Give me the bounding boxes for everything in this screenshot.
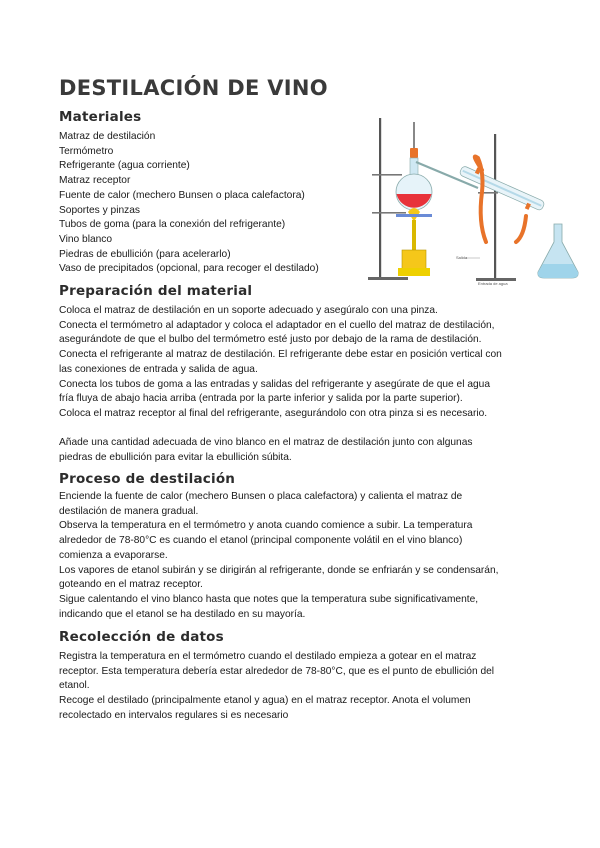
text-line: Conecta el termómetro al adaptador y coloca el adaptador en el cuello del matraz de destilación, [59,319,495,331]
text-line: Enciende la fuente de calor (mechero Bunsen o placa calefactora) y calienta el matraz de [59,491,463,502]
stand-rod-left [379,118,381,278]
text-line: etanol. [59,680,90,692]
text-line: alrededor de 78-80°C es cuando el etanol (principal componente volátil en el vino blanco) [59,535,463,547]
hose-outlet [475,157,486,243]
text-line: recolectado en intervalos regulares si es necesario [59,709,289,721]
list-item: Soportes y pinzas [59,204,140,216]
list-item: Termómetro [59,145,114,157]
text-line: receptor. Esta temperatura debería estar alrededor de 78-80°C, que es el punto de ebullición del [59,665,495,677]
materials-list [59,130,319,277]
stand-rod-right [494,134,496,280]
preparacion-extra-paragraph [59,436,472,465]
list-item: Fuente de calor (mechero Bunsen o placa calefactora) [59,189,305,201]
text-line: Observa la temperatura en el termómetro y anota cuando comience a subir. La temperatura [59,520,473,532]
text-line: Coloca el matraz de destilación en un soporte adecuado y asegúralo con una pinza. [59,305,438,316]
text-line: Coloca el matraz receptor al final del refrigerante, asegurándolo con otra pinza si es necesario. [59,407,488,419]
text-line: Sigue calentando el vino blanco hasta que notes que la temperatura sube significativamente, [59,593,479,605]
text-line: comienza a evaporarse. [59,549,168,561]
list-item: Piedras de ebullición (para acelerarlo) [59,248,231,260]
text-line: indicando que el etanol se ha destilado en su mayoría. [59,608,306,620]
text-line: Registra la temperatura en el termómetro cuando el destilado empieza a gotear en el matraz [59,651,477,662]
list-item: Vaso de precipitados (opcional, para recoger el destilado) [59,263,319,275]
text-line: asegurándote de que el bulbo del termómetro esté justo por debajo de la rama de destilación. [59,334,482,346]
stand-base-left [368,277,408,280]
distillation-apparatus-illustration [358,112,586,292]
label-inlet: Entrada de agua [478,281,508,286]
preparacion-paragraph [59,304,502,422]
proceso-paragraph [59,490,498,622]
label-outlet: Salida [456,255,468,260]
condenser [457,162,547,215]
hose-inlet [516,216,526,242]
page-title: DESTILACIÓN DE VINO [59,76,328,100]
text-line: Conecta el refrigerante al matraz de destilación. El refrigerante debe estar en posición vertical con [59,349,502,361]
text-line: Recoge el destilado (principalmente etanol y agua) en el matraz receptor. Anota el volumen [59,695,471,707]
text-line: goteando en el matraz receptor. [59,579,203,591]
heading-recoleccion: Recolección de datos [59,629,224,645]
text-line: Conecta los tubos de goma a las entradas y salidas del refrigerante y asegúrate de que el agua [59,378,490,390]
text-line: destilación de manera gradual. [59,505,199,517]
text-line: Añade una cantidad adecuada de vino blanco en el matraz de destilación junto con algunas [59,437,473,448]
text-line: piedras de ebullición para evitar la ebullición súbita. [59,451,292,463]
heading-proceso: Proceso de destilación [59,471,236,487]
text-line: Los vapores de etanol subirán y se dirigirán al refrigerante, donde se enfriarán y se condensarán, [59,564,499,576]
burner [402,250,426,270]
heading-materiales: Materiales [59,109,142,125]
recoleccion-paragraph [59,650,494,724]
list-item: Matraz receptor [59,175,131,187]
text-line: fría fluya de abajo hacia arriba (entrada por la parte inferior y salida por la parte superior). [59,393,463,405]
list-item: Vino blanco [59,233,113,245]
list-item: Refrigerante (agua corriente) [59,160,190,172]
heading-preparacion: Preparación del material [59,283,253,299]
text-line: las conexiones de entrada y salida de agua. [59,363,258,375]
list-item: Matraz de destilación [59,131,156,142]
list-item: Tubos de goma (para la conexión del refrigerante) [59,219,286,231]
